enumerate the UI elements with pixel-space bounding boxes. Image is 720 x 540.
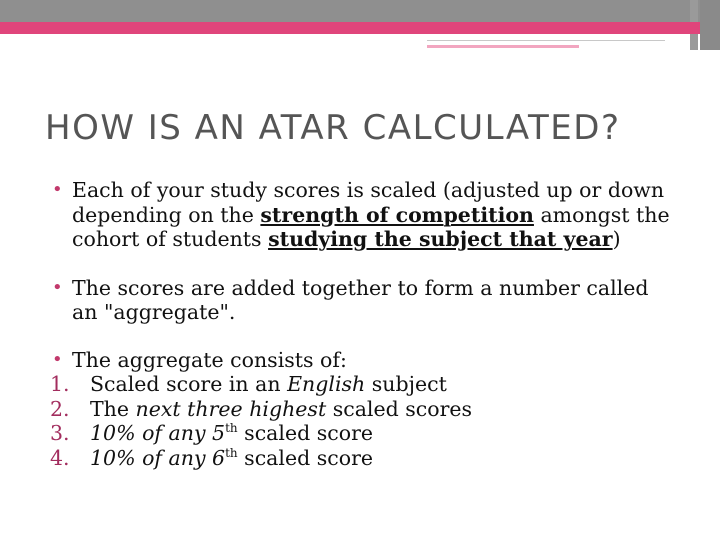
slide-content — [50, 178, 680, 470]
list-number: 3. — [50, 421, 70, 445]
list-item: 3. 10% of any 5th scaled score — [50, 421, 373, 445]
list-item: 2. The next three highest scaled scores — [50, 396, 473, 421]
emphasis-subject-year: studying the subject that year — [268, 227, 613, 251]
list-number: 4. — [50, 445, 70, 470]
bullet-scaling: • Each of your study scores is scaled (adjusted up or down depending on the strength of competition amongst the cohort of students studying the subject that year) — [52, 178, 670, 251]
list-number: 2. — [50, 396, 70, 421]
bullet-dot-icon: • — [52, 348, 63, 370]
header-gray-line — [427, 40, 665, 41]
emphasis-competition: strength of competition — [260, 202, 534, 227]
bullet-aggregate: • The scores are added together to form a number called an "aggregate". — [52, 275, 649, 324]
header-pink-line — [427, 45, 579, 48]
list-item: 4. 10% of any 6th scaled score — [50, 445, 373, 470]
list-item: 1. Scaled score in an English subject — [50, 372, 447, 396]
header-side-bar — [700, 0, 720, 50]
header-pink-bar — [0, 22, 700, 34]
bullet-dot-icon: • — [52, 179, 63, 200]
bullet-dot-icon: • — [52, 276, 63, 298]
bullet-consists: • The aggregate consists of: — [52, 347, 347, 372]
slide-title: HOW IS AN ATAR CALCULATED? — [45, 108, 621, 148]
list-number: 1. — [50, 372, 70, 396]
header-gray-bar — [0, 0, 720, 22]
